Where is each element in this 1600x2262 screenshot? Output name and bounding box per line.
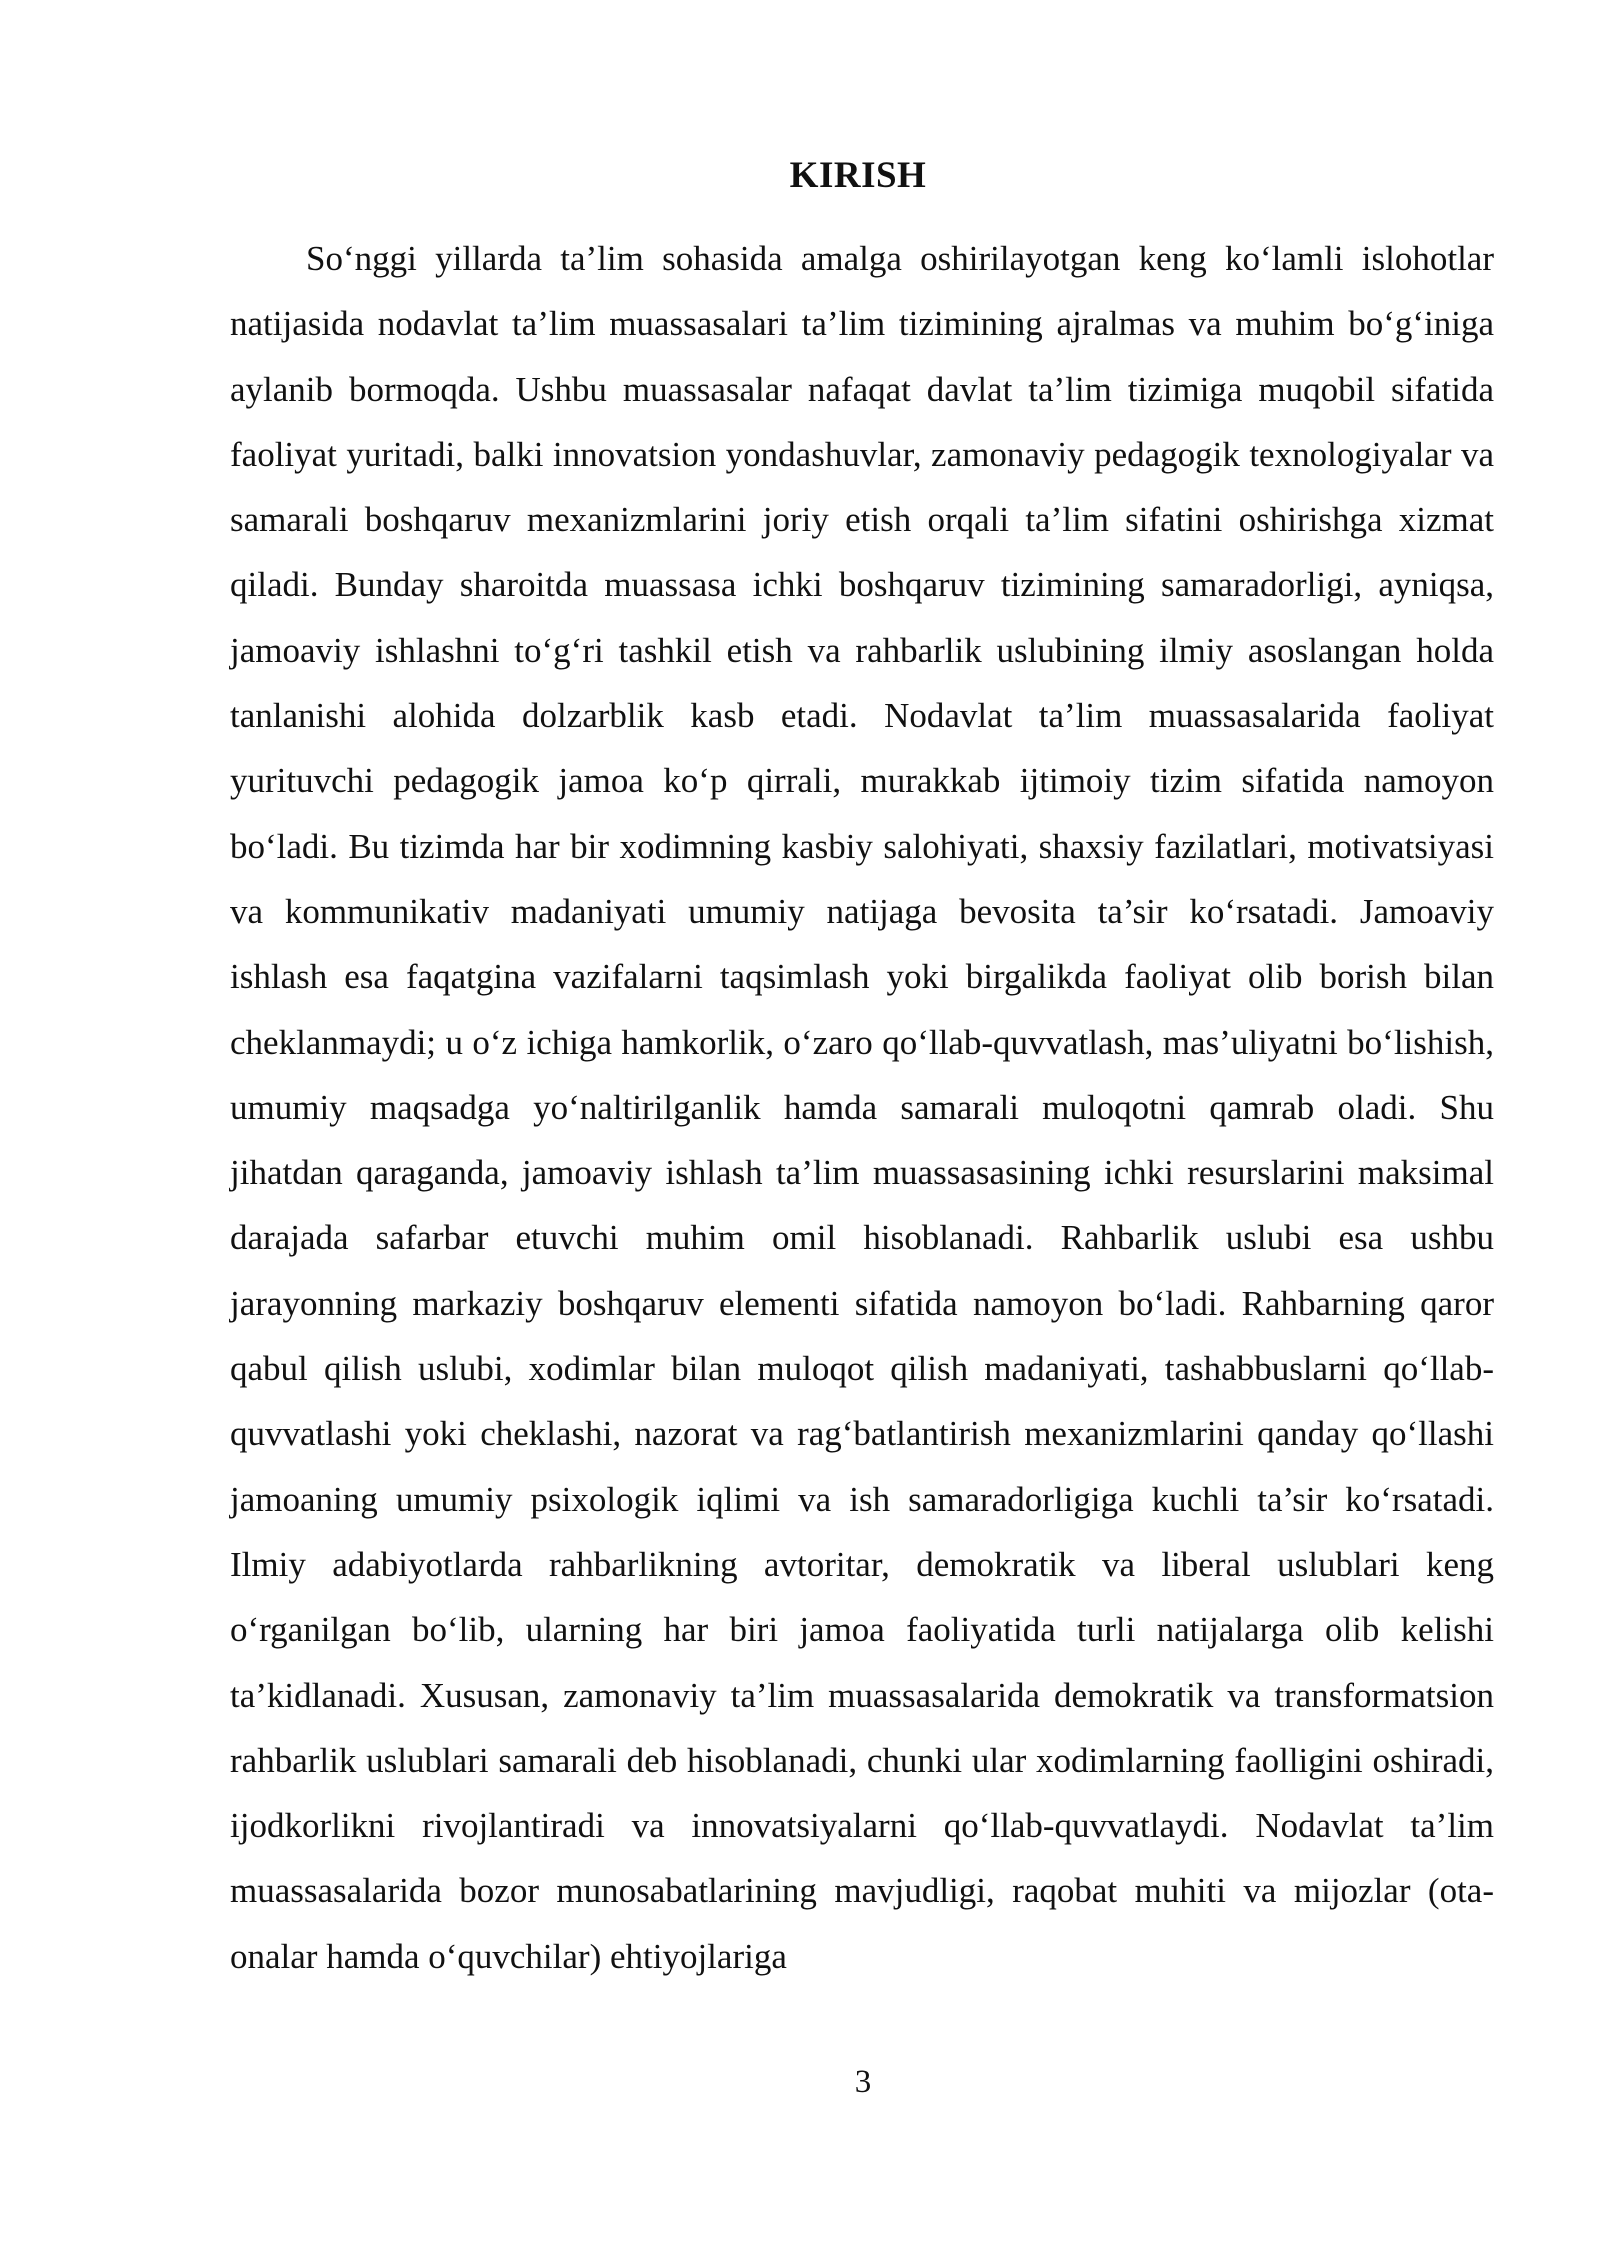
page-number: 3 [854,2064,872,2100]
body-paragraph: So‘nggi yillarda ta’lim sohasida amalga oshirilayotgan keng ko‘lamli islohotlar natijasida nodavlat ta’lim muassasalari ta’lim tizimining ajralmas va muhim bo‘g‘iniga aylanib bormoqda. Ushbu muassasalar nafaqat davlat ta’lim tizimiga muqobil sifatida faoliyat yuritadi, balki innovatsion yondashuvlar, zamonaviy pedagogik texnologiyalar va samarali boshqaruv mexanizmlarini joriy etish orqali ta’lim sifatini oshirishga xizmat qiladi. Bunday sharoitda muassasa ichki boshqaruv tizimining samaradorligi, ayniqsa, jamoaviy ishlashni to‘g‘ri tashkil etish va rahbarlik uslubining ilmiy asoslangan holda tanlanishi alohida dolzarblik kasb etadi. Nodavlat ta’lim muassasalarida faoliyat yurituvchi pedagogik jamoa ko‘p qirrali, murakkab ijtimoiy tizim sifatida namoyon bo‘ladi. Bu tizimda har bir xodimning kasbiy salohiyati, shaxsiy fazilatlari, motivatsiyasi va kommunikativ madaniyati umumiy natijaga bevosita ta’sir ko‘rsatadi. Jamoaviy ishlash esa faqatgina vazifalarni taqsimlash yoki birgalikda faoliyat olib borish bilan cheklanmaydi; u o‘z ichiga hamkorlik, o‘zaro qo‘llab-quvvatlash, mas’uliyatni bo‘lishish, umumiy maqsadga yo‘naltirilganlik hamda samarali muloqotni qamrab oladi. Shu jihatdan qaraganda, jamoaviy ishlash ta’lim muassasasining ichki resurslarini maksimal darajada safarbar etuvchi muhim omil hisoblanadi. Rahbarlik uslubi esa ushbu jarayonning markaziy boshqaruv elementi sifatida namoyon bo‘ladi. Rahbarning qaror qabul qilish uslubi, xodimlar bilan muloqot qilish madaniyati, tashabbuslarni qo‘llab-quvvatlashi yoki cheklashi, nazorat va rag‘batlantirish mexanizmlarini qanday qo‘llashi jamoaning umumiy psixologik iqlimi va ish samaradorligiga kuchli ta’sir ko‘rsatadi. Ilmiy adabiyotlarda rahbarlikning avtoritar, demokratik va liberal uslublari keng o‘rganilgan bo‘lib, ularning har biri jamoa faoliyatida turli natijalarga olib kelishi ta’kidlanadi. Xususan, zamonaviy ta’lim muassasalarida demokratik va transformatsion rahbarlik uslublari samarali deb hisoblanadi, chunki ular xodimlarning faolligini oshiradi, ijodkorlikni rivojlantiradi va innovatsiyalarni qo‘llab-quvvatlaydi. Nodavlat ta’lim muassasalarida bozor munosabatlarining mavjudligi, raqobat muhiti va mijozlar (ota-onalar hamda o‘quvchilar) ehtiyojlariga [230,239,1494,1976]
section-title: KIRISH [789,155,927,196]
